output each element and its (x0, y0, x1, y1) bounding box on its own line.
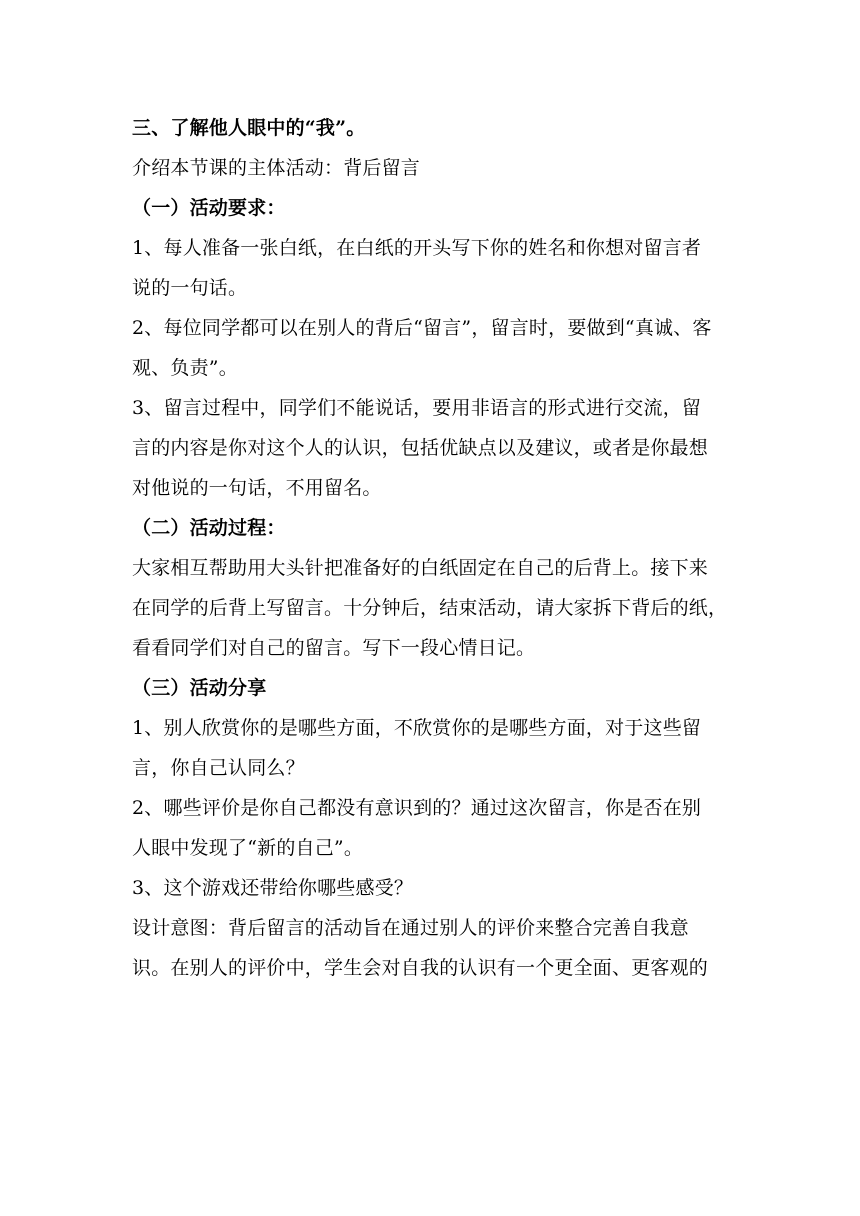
text-line: 说的一句话。 (132, 277, 248, 299)
document-page (132, 108, 730, 988)
subheading-process: （二）活动过程： (132, 517, 286, 539)
text-line: 识。在别人的评价中，学生会对自我的认识有一个更全面、更客观的 (132, 957, 709, 979)
text-line: 2、哪些评价是你自己都没有意识到的？通过这次留言，你是否在别 (132, 797, 702, 819)
text-line: 看看同学们对自己的留言。写下一段心情日记。 (132, 637, 536, 659)
text-line: 3、这个游戏还带给你哪些感受？ (132, 877, 414, 899)
subheading-sharing: （三）活动分享 (132, 677, 267, 699)
text-line: 在同学的后背上写留言。十分钟后，结束活动，请大家拆下背后的纸， (132, 597, 728, 619)
text-line: 对他说的一句话，不用留名。 (132, 477, 382, 499)
text-line: 3、留言过程中，同学们不能说话，要用非语言的形式进行交流，留 (132, 397, 702, 419)
text-line: 1、别人欣赏你的是哪些方面，不欣赏你的是哪些方面，对于这些留 (132, 717, 702, 739)
text-line: 观、负责”。 (132, 357, 238, 379)
intro-line: 介绍本节课的主体活动：背后留言 (132, 157, 421, 179)
text-line: 人眼中发现了“新的自己”。 (132, 837, 364, 859)
text-line: 言的内容是你对这个人的认识，包括优缺点以及建议，或者是你最想 (132, 437, 709, 459)
text-line: 设计意图：背后留言的活动旨在通过别人的评价来整合完善自我意 (132, 917, 689, 939)
text-line: 言，你自己认同么？ (132, 757, 305, 779)
text-line: 1、每人准备一张白纸，在白纸的开头写下你的姓名和你想对留言者 (132, 237, 702, 259)
section-heading: 三、了解他人眼中的“我”。 (132, 117, 366, 139)
subheading-requirements: （一）活动要求： (132, 197, 286, 219)
text-line: 大家相互帮助用大头针把准备好的白纸固定在自己的后背上。接下来 (132, 557, 709, 579)
text-line: 2、每位同学都可以在别人的背后“留言”，留言时，要做到“真诚、客 (132, 317, 712, 339)
